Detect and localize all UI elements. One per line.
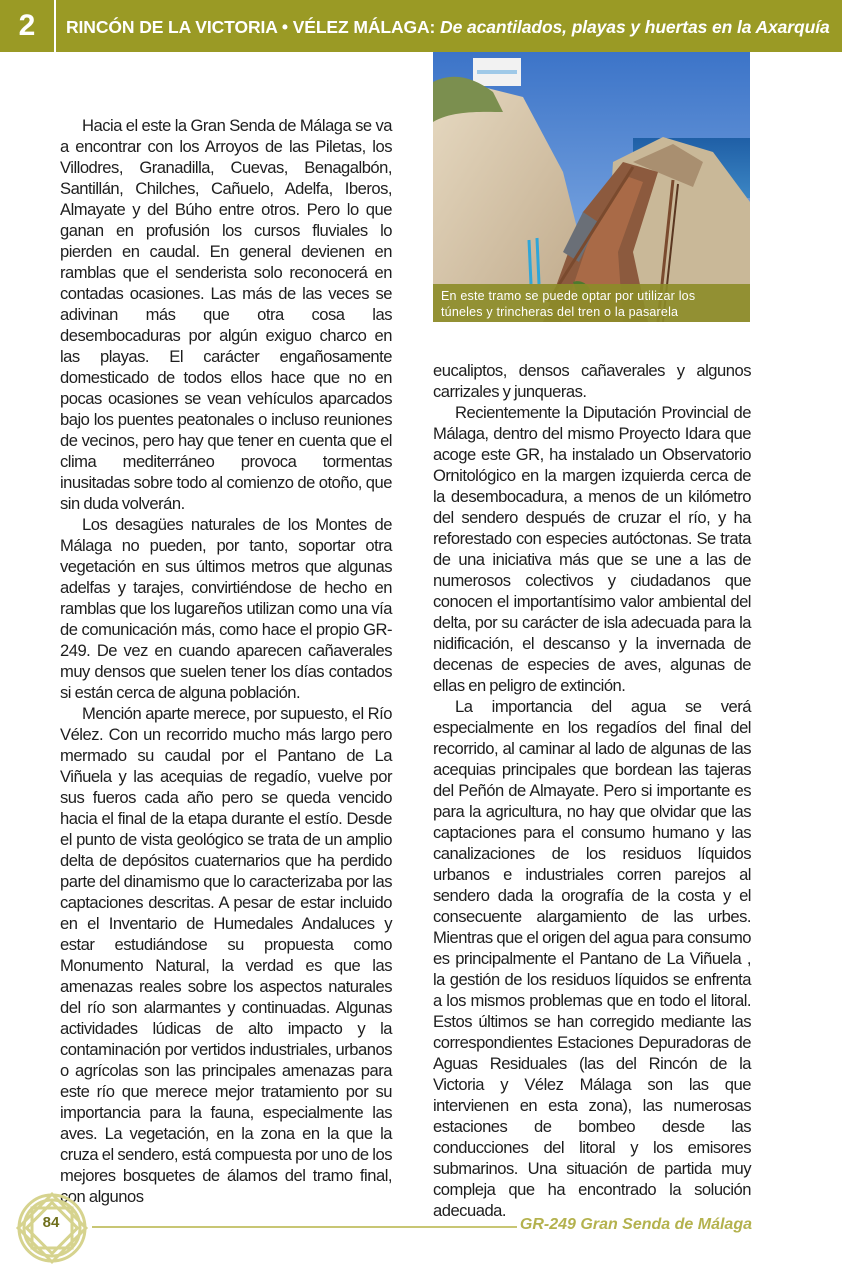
photo-illustration [433, 52, 750, 322]
footer-series-title: GR-249 Gran Senda de Málaga [519, 1216, 752, 1233]
chapter-subtitle: De acantilados, playas y huertas en la Axarquía [440, 17, 830, 37]
photo-caption-line-1: En este tramo se puede optar por utilizar los [441, 289, 696, 303]
body-paragraph: Recientemente la Diputación Provincial de Málaga, dentro del mismo Proyecto Idara que acoge este GR, ha instalado un Observatorio Ornitológico en la margen izquierda cerca de la desembocadura, a menos de un kilómetro del sendero después de cruzar el río, y ha reforestado con especies autóctonas. Se trata de una iniciativa más que se une a las de numerosos colectivos y ciudadanos que conocen el importantísimo valor ambiental del delta, por su carácter de isla adecuada para la nidificación, el descanso y la invernada de decenas de especies de aves, algunas de ellas en peligro de extinción. [433, 403, 751, 695]
body-paragraph: Hacia el este la Gran Senda de Málaga se va a encontrar con los Arroyos de las Piletas, los Villodres, Granadilla, Cuevas, Benagalbón, Santillán, Chilches, Cañuelo, Adelfa, Iberos, Almayate y del Búho entre otros. Pero lo que ganan en profusión los cursos fluviales lo pierden en caudal. En general devienen en ramblas que el senderista solo reconocerá en contadas ocasiones. Las más de las veces se adivinan más que otra cosa las desembocaduras por algún exiguo charco en las playas. El carácter engañosamente domesticado de todos ellos hace que no en pocas ocasiones se vean vehículos aparcados bajo los puentes peatonales o incluso reuniones de vecinos, pero hay que tener en cuenta que el clima mediterráneo provoca tormentas inusitadas sobre todo al comienzo de otoño, que sin duda volverán. [60, 116, 392, 513]
photo-caption-line-2: túneles y trincheras del tren o la pasarela [441, 305, 679, 319]
body-paragraph-continuation: eucaliptos, densos cañaverales y algunos carrizales y junqueras. [433, 361, 751, 401]
chapter-title [66, 0, 830, 52]
photo-caption [433, 284, 750, 322]
body-paragraph: Los desagües naturales de los Montes de Málaga no pueden, por tanto, soportar otra vegetación en sus últimos metros que algunas adelfas y tarajes, convirtiéndose de hecho en ramblas que los lugareños utilizan como una vía de comunicación más, como hace el propio GR-249. De vez en cuando aparecen cañaverales muy densos que suelen tener los días contados si están cerca de alguna población. [60, 515, 392, 702]
page-header [0, 0, 842, 52]
left-text-column [60, 115, 392, 1207]
coastal-path-photo [433, 52, 750, 322]
right-text-column [433, 360, 751, 1221]
page-number: 84 [42, 1214, 60, 1231]
body-paragraph: La importancia del agua se verá especialmente en los regadíos del final del recorrido, al caminar al lado de algunas de las acequias principales que bordean las tajeras del Peñón de Almayate. Pero si importante es para la agricultura, no hay que olvidar que las captaciones para el consumo humano y las canalizaciones de los residuos líquidos urbanos e industriales corren parejos al sendero dada la orografía de la costa y el consecuente alargamiento de las urbes. Mientras que el origen del agua para consumo es principalmente el Pantano de La Viñuela , la gestión de los residuos líquidos se enfrenta a los mismos problemas que en todo el litoral. Estos últimos se han corregido mediante las correspondientes Estaciones Depuradoras de Aguas Residuales (las del Rincón de la Victoria y Vélez Málaga son las que intervienen en esta zona), las numerosas estaciones de bombeo desde las conducciones del litoral y los emisores submarinos. Una situación de partida muy compleja que ha encontrado la solución adecuada. [433, 697, 751, 1220]
chapter-title-main: RINCÓN DE LA VICTORIA • VÉLEZ MÁLAGA: [66, 17, 436, 37]
body-paragraph: Mención aparte merece, por supuesto, el Río Vélez. Con un recorrido mucho más largo pero mermado su caudal por el Pantano de La Viñuela y las acequias de regadío, vuelve por sus fueros cada año pero se queda vencido hacia el final de la etapa durante el estío. Desde el punto de vista geológico se trata de un amplio delta de depósitos cuaternarios que ha perdido parte del dinamismo que lo caracterizaba por las captaciones descritas. A pesar de estar incluido en el Inventario de Humedales Andaluces y estar estudiándose su propuesta como Monumento Natural, la verdad es que las amenazas reales sobre los aspectos naturales del río son alarmantes y continuadas. Algunas actividades lúdicas de alto impacto y la contaminación por vertidos industriales, urbanos o agrícolas son las principales amenazas para este río que merece mejor tratamiento por su importancia para la fauna, especialmente las aves. La vegetación, en la zona en la que la cruza el sendero, está compuesta por uno de los mejores bosquetes de álamos del tramo final, con algunos [60, 704, 392, 1206]
chapter-number: 2 [0, 0, 56, 52]
footer-rule [92, 1226, 517, 1228]
